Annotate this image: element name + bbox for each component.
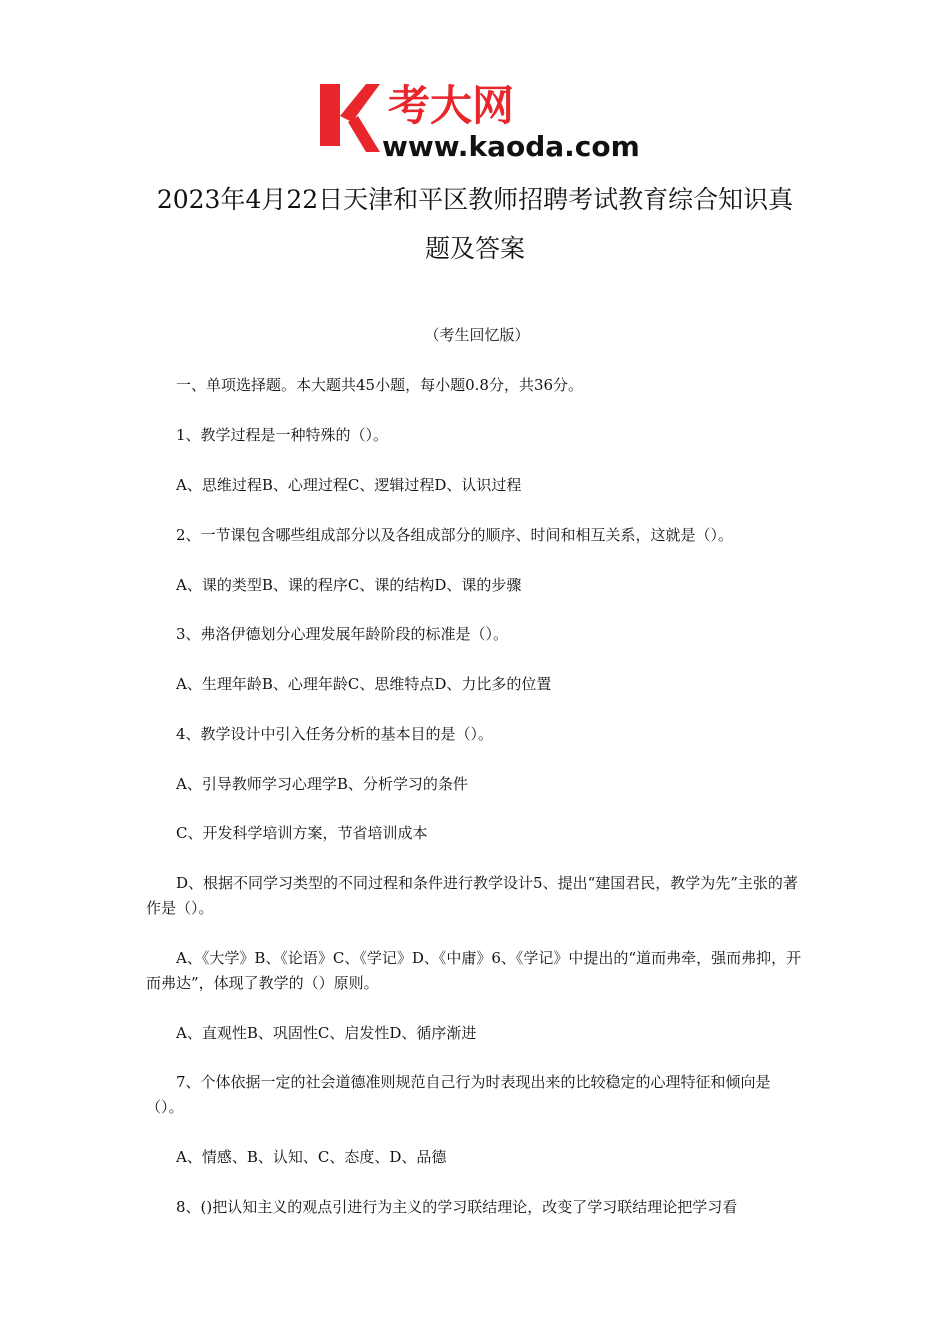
logo-brand-cn: 考大网 (388, 81, 515, 130)
options-4c: C、开发科学培训方案，节省培训成本 (176, 824, 428, 842)
options-2: A、课的类型B、课的程序C、课的结构D、课的步骤 (176, 576, 522, 594)
question-2: 2、一节课包含哪些组成部分以及各组成部分的顺序、时间和相互关系，这就是（）。 (176, 526, 734, 544)
options-1: A、思维过程B、心理过程C、逻辑过程D、认识过程 (176, 476, 522, 494)
question-4: 4、教学设计中引入任务分析的基本目的是（）。 (176, 725, 494, 743)
doc-subtitle: （考生回忆版） (424, 326, 530, 344)
kaoda-logo (318, 76, 640, 162)
doc-title-line1: 2023年4月22日天津和平区教师招聘考试教育综合知识真 (156, 185, 794, 214)
question-3: 3、弗洛伊德划分心理发展年龄阶段的标准是（）。 (176, 625, 509, 643)
section-heading: 一、单项选择题。本大题共45小题，每小题0.8分，共36分。 (176, 376, 584, 394)
options-3: A、生理年龄B、心理年龄C、思维特点D、力比多的位置 (176, 675, 552, 693)
options-4d-question-5: D、根据不同学习类型的不同过程和条件进行教学设计5、提出“建国君民，教学为先”主张的著作是（）。 (146, 874, 798, 917)
question-8: 8、()把认知主义的观点引进行为主义的学习联结理论，改变了学习联结理论把学习看 (176, 1198, 738, 1216)
options-4ab: A、引导教师学习心理学B、分析学习的条件 (176, 775, 468, 793)
logo-brand-url: www.kaoda.com (382, 130, 640, 162)
options-5-question-6: A、《大学》B、《论语》C、《学记》D、《中庸》6、《学记》中提出的“道而弗牵，强而弗抑，开而弗达”，体现了教学的（）原则。 (146, 949, 802, 992)
k-mark-icon (320, 84, 380, 152)
options-6: A、直观性B、巩固性C、启发性D、循序渐进 (176, 1024, 477, 1042)
question-1: 1、教学过程是一种特殊的（）。 (176, 426, 389, 444)
question-7: 7、个体依据一定的社会道德准则规范自己行为时表现出来的比较稳定的心理特征和倾向是（）。 (146, 1073, 771, 1116)
doc-title-line2: 题及答案 (424, 234, 525, 263)
options-7: A、情感、B、认知、C、态度、D、品德 (176, 1148, 447, 1166)
